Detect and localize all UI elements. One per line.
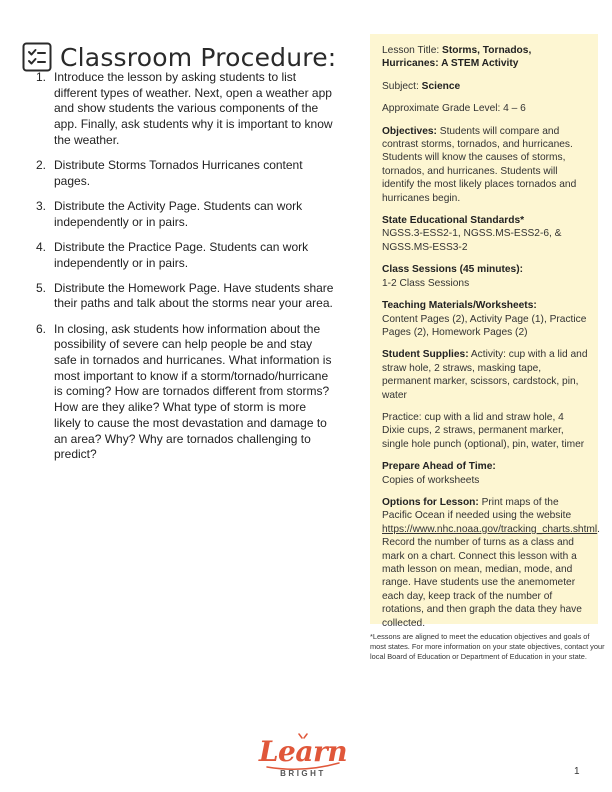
logo-text: Learn	[258, 735, 348, 768]
lesson-title	[382, 44, 588, 71]
options-text-post: . Record the number of turns as a class and mark on a chart. Connect this lesson with a math lesson on mean, median, mode, and range. Have students use the anemometer each day, keep track of the number of rotations, and then graph the data they have collected.	[382, 523, 601, 629]
class-sessions	[382, 263, 588, 290]
step-text: In closing, ask students how information about the possibility of severe can help people be and stay safe in tornados and hurricanes. What information is most important to know if a storm/tornado/hurricane is coming? How are tornados different from storms? How are they alike? What type of storm is more likely to cause the most devastation and damage to an area? Why? Why are tornados challenging to predict?	[54, 321, 332, 462]
step-text: Distribute the Activity Page. Students can work independently or in pairs.	[54, 198, 303, 229]
step-number: 2.	[36, 158, 47, 173]
step-number: 6.	[36, 321, 47, 336]
lesson-options	[382, 496, 601, 630]
teaching-materials	[382, 299, 588, 339]
step-text: Distribute the Practice Page. Students can work independently or in pairs.	[54, 239, 309, 270]
step-text: Distribute Storms Tornados Hurricanes content pages.	[54, 158, 303, 188]
standards-text: NGSS.3-ESS2-1, NGSS.MS-ESS2-6, & NGSS.MS-ESS3-2	[382, 228, 562, 253]
sessions-label: Class Sessions (45 minutes):	[382, 264, 523, 276]
subject-value: Science	[421, 80, 461, 92]
page-number: 1	[574, 766, 580, 777]
noaa-link[interactable]: https://www.nhc.noaa.gov/tracking_charts.shtml	[382, 523, 598, 535]
procedure-step	[36, 322, 336, 463]
standards	[382, 214, 588, 254]
materials-text: Content Pages (2), Activity Page (1), Practice Pages (2), Homework Pages (2)	[382, 313, 587, 338]
options-label: Options for Lesson:	[382, 496, 479, 508]
step-number: 5.	[36, 280, 47, 295]
supplies-label: Student Supplies:	[382, 349, 469, 361]
student-supplies	[382, 348, 588, 402]
standards-label: State Educational Standards*	[382, 215, 525, 227]
standards-footnote: *Lessons are aligned to meet the education objectives and goals of most states. For more information on your state objectives, contact your local Board of Education or Department of Education in your state.	[370, 632, 605, 661]
checklist-icon	[22, 42, 52, 72]
step-number: 1.	[36, 70, 47, 84]
objectives	[382, 125, 588, 205]
sessions-text: 1-2 Class Sessions	[382, 277, 470, 289]
prepare-text: Copies of worksheets	[382, 474, 480, 486]
logo-subtext: BRIGHT	[280, 769, 326, 778]
procedure-step	[36, 199, 336, 230]
lesson-title-value: Storms, Tornados, Hurricanes: A STEM Activity	[382, 45, 532, 70]
procedure-list	[36, 70, 336, 472]
procedure-step	[36, 281, 336, 312]
procedure-step	[36, 158, 336, 189]
objectives-text: Students will compare and contrast storms, tornados, and hurricanes. Students will know the causes of storms, tornados, and hurricanes. Students will identify the most likely places tornados and hurricanes begin.	[382, 125, 577, 204]
lesson-info-sidebar	[370, 34, 601, 629]
subject-label: Subject:	[382, 80, 422, 92]
step-text: Distribute the Homework Page. Have students share their paths and talk about the storms near your area.	[54, 280, 334, 311]
subject	[382, 80, 588, 93]
prepare-ahead	[382, 460, 588, 487]
step-number: 4.	[36, 239, 47, 254]
step-text: Introduce the lesson by asking students to list different types of weather. Next, open a weather app and show students the various components of the app. Finally, ask students why it is important to know the weather.	[54, 70, 333, 147]
lesson-title-label: Lesson Title:	[382, 45, 443, 56]
step-number: 3.	[36, 198, 47, 213]
page-title: Classroom Procedure:	[60, 42, 337, 72]
grade-level: Approximate Grade Level: 4 – 6	[382, 103, 526, 115]
objectives-label: Objectives:	[382, 125, 437, 137]
options-text-pre: Print maps of the Pacific Ocean if needed using the website	[382, 496, 572, 522]
materials-label: Teaching Materials/Worksheets:	[382, 300, 537, 312]
prepare-label: Prepare Ahead of Time:	[382, 461, 496, 473]
procedure-step	[36, 240, 336, 271]
practice-supplies: Practice: cup with a lid and straw hole, 4 Dixie cups, 2 straws, permanent marker, single hole punch (optional), pin, water, timer	[382, 411, 585, 450]
procedure-step	[36, 70, 336, 149]
learn-bright-logo	[253, 733, 353, 783]
supplies-text: Activity: cup with a lid and straw hole, 2 straws, masking tape, permanent marker, scissors, cardstock, pin, water	[382, 349, 588, 401]
